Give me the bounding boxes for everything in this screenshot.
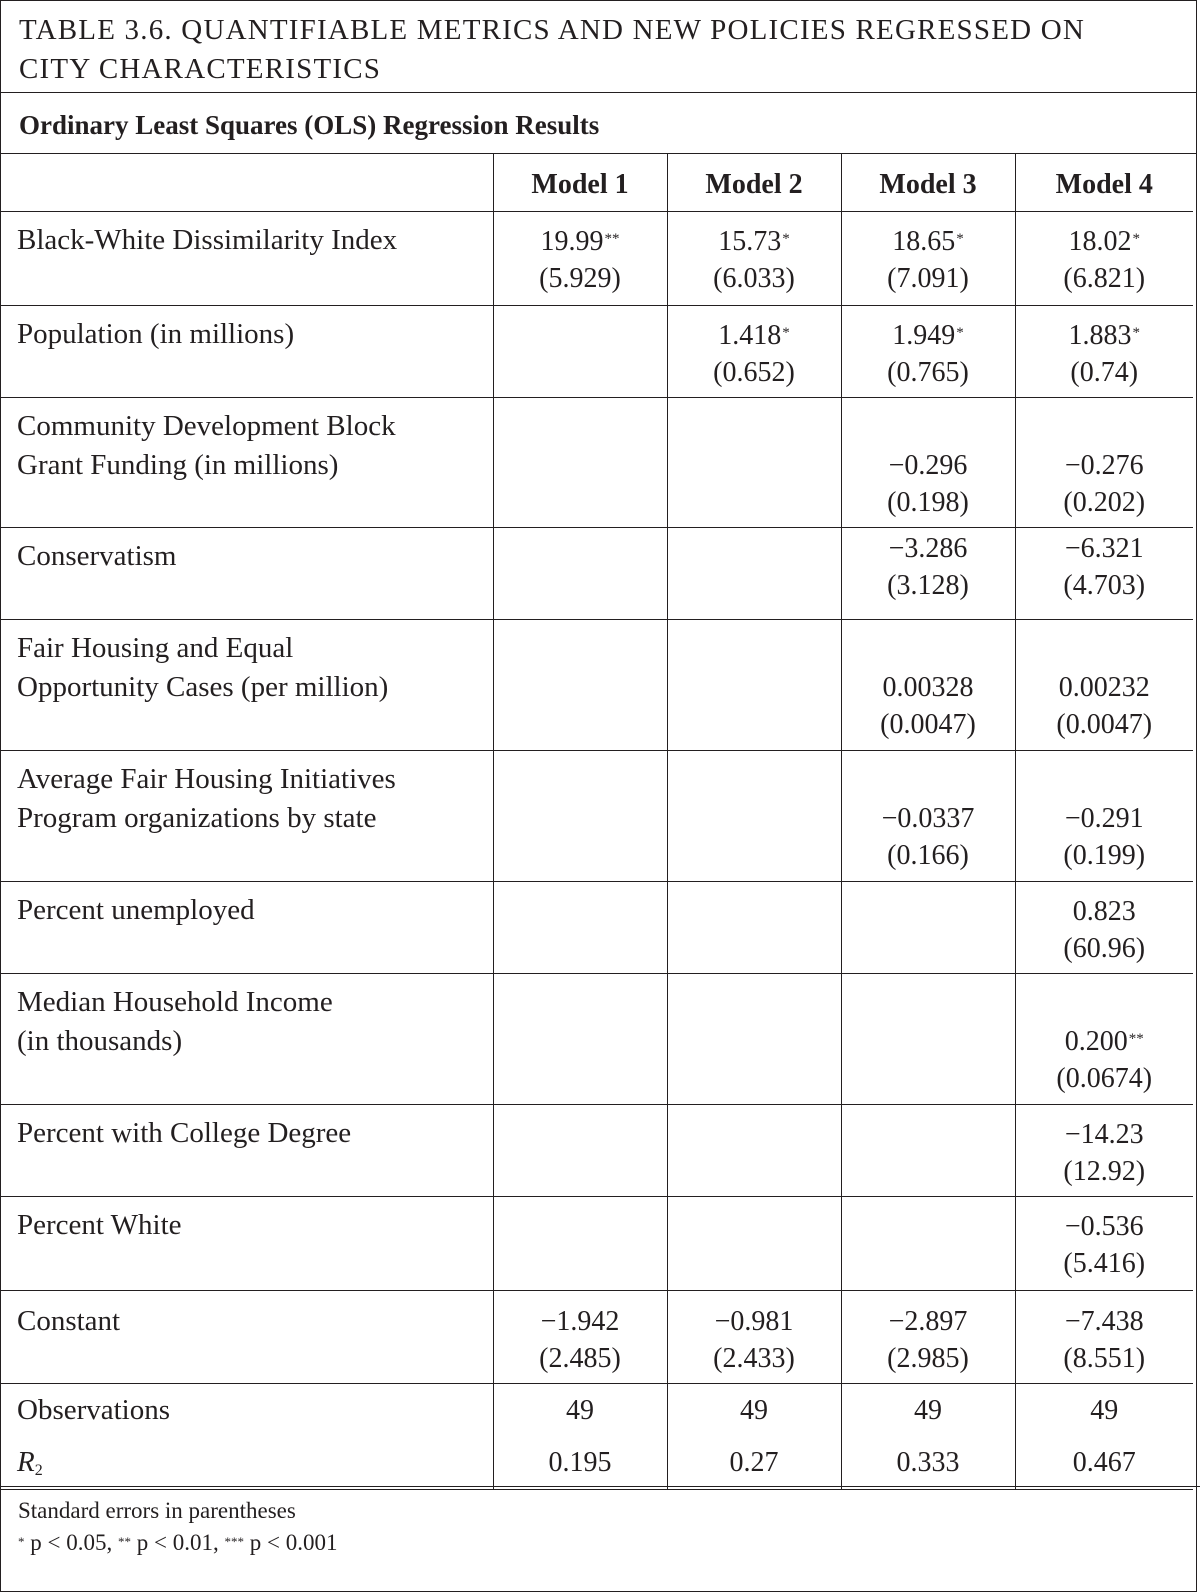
value-cell-model-4 [1015,1197,1193,1291]
r-squared-letter: R [17,1445,35,1478]
standard-error: (0.0674) [1056,1063,1153,1094]
r-squared-value: 0.27 [729,1446,779,1478]
coefficient [715,1303,794,1340]
observations-value: 49 [1090,1394,1119,1426]
coefficient-value: −0.981 [714,1306,794,1337]
summary-cell-model-3 [841,1384,1015,1490]
coefficient-value: 1.883 [1068,320,1132,351]
value-cell-model-1 [493,212,667,306]
coefficient [882,800,975,837]
footnote-threshold: p < 0.001 [243,1530,338,1555]
table-row [0,882,1193,974]
value-cell-model-4 [1015,398,1193,528]
observations-value: 49 [914,1394,942,1426]
r-squared-value: 0.195 [548,1446,612,1478]
coefficient [1065,447,1144,484]
coefficient [1065,1303,1144,1340]
value-cell-model-3 [841,306,1015,398]
coefficient [1069,223,1141,260]
r-squared-exponent: 2 [34,1461,43,1479]
title-section [1,1,1196,93]
r-squared-value: 0.333 [896,1446,960,1478]
coefficient [1069,317,1141,354]
row-label-line: Percent with College Degree [17,1117,352,1149]
value-cell-model-1 [493,751,667,882]
table-row [0,1105,1193,1197]
value-cell-model-4 [1015,620,1193,751]
row-label [0,1197,493,1291]
standard-error: (0.652) [713,357,795,388]
standard-error: (60.96) [1063,933,1146,964]
standard-error: (6.821) [1063,263,1146,294]
coefficient-value: 18.65 [892,226,956,257]
row-label-line: Median Household Income [17,986,333,1018]
value-cell-model-4 [1015,212,1193,306]
significance-stars: * [1132,325,1140,341]
row-label-line: (in thousands) [17,1025,183,1057]
value-cell-model-1 [493,882,667,974]
coefficient [1073,893,1136,930]
value-cell-model-4 [1015,751,1193,882]
coefficient-value: −2.897 [888,1306,968,1337]
coefficient [889,447,968,484]
row-label [0,1291,493,1384]
coefficient-value: 15.73 [718,226,782,257]
row-label-line: Percent White [17,1209,182,1241]
r-squared-label [17,1436,493,1488]
coefficient-value: 1.418 [718,320,782,351]
table-row [0,398,1193,528]
header-model-2: Model 2 [667,154,841,212]
value-cell-model-3 [841,882,1015,974]
row-label-line: Fair Housing and Equal [17,632,294,664]
standard-error: (0.166) [887,840,969,871]
coefficient-value: 0.823 [1072,896,1136,927]
standard-error: (0.765) [887,357,969,388]
standard-error: (3.128) [887,570,969,601]
footnote-threshold: p < 0.05, [24,1530,118,1555]
coefficient [892,223,964,260]
value-cell-model-2 [667,528,841,620]
row-label-line: Grant Funding (in millions) [17,449,339,481]
standard-error: (8.551) [1063,1343,1146,1374]
coefficient [1065,1116,1144,1153]
summary-cell-model-2 [667,1384,841,1490]
footnote-significance [18,1527,1182,1559]
summary-cell-model-4 [1015,1384,1193,1490]
summary-row [0,1384,1193,1490]
value-cell-model-1 [493,1105,667,1197]
coefficient [892,317,964,354]
coefficient-value: −0.296 [888,450,968,481]
table-row [0,751,1193,882]
row-label-line: Population (in millions) [17,318,295,350]
value-cell-model-3 [841,212,1015,306]
value-cell-model-1 [493,1291,667,1384]
standard-error: (2.433) [713,1343,795,1374]
title-line-2: CITY CHARACTERISTICS [19,53,382,85]
observations-label: Observations [17,1393,171,1426]
standard-error: (0.202) [1063,487,1146,518]
standard-error: (2.985) [887,1343,969,1374]
coefficient [883,669,974,706]
coefficient [889,530,968,567]
regression-table [0,153,1193,1490]
table-body [0,212,1193,1490]
row-label-line: Opportunity Cases (per million) [17,671,389,703]
title-line-1: TABLE 3.6. QUANTIFIABLE METRICS AND NEW POLICIES REGRESSED ON [19,14,1086,46]
value-cell-model-2 [667,751,841,882]
significance-stars: * [956,231,964,247]
value-cell-model-2 [667,398,841,528]
coefficient-value: 0.00232 [1058,672,1150,703]
value-cell-model-2 [667,212,841,306]
coefficient-value: 0.00328 [882,672,974,703]
value-cell-model-1 [493,398,667,528]
coefficient [541,1303,620,1340]
value-cell-model-2 [667,974,841,1105]
row-label [0,751,493,882]
row-label-line: Program organizations by state [17,802,377,834]
coefficient-value: −7.438 [1064,1306,1144,1337]
coefficient [1065,800,1144,837]
coefficient [718,317,790,354]
coefficient-value: −0.536 [1064,1211,1144,1242]
standard-error: (0.74) [1070,357,1139,388]
row-label [0,882,493,974]
subtitle-section [1,93,1196,154]
value-cell-model-3 [841,620,1015,751]
row-label-line: Community Development Block [17,410,396,442]
value-cell-model-4 [1015,528,1193,620]
standard-error: (2.485) [539,1343,621,1374]
header-row [0,154,1193,212]
significance-stars: ** [1128,1031,1144,1047]
header-model-1: Model 1 [493,154,667,212]
standard-error: (0.0047) [880,709,976,740]
table-row [0,1197,1193,1291]
value-cell-model-1 [493,1197,667,1291]
coefficient-value: −3.286 [888,533,968,564]
coefficient-value: −0.276 [1064,450,1144,481]
footnote-section [0,1486,1200,1592]
coefficient [1065,1023,1144,1060]
value-cell-model-3 [841,1197,1015,1291]
standard-error: (0.199) [1063,840,1146,871]
standard-error: (7.091) [887,263,969,294]
row-label-line: Constant [17,1305,121,1337]
coefficient [541,223,620,260]
header-model-4: Model 4 [1015,154,1193,212]
row-label [0,620,493,751]
summary-cell-model-1 [493,1384,667,1490]
standard-error: (12.92) [1063,1156,1146,1187]
value-cell-model-4 [1015,1291,1193,1384]
value-cell-model-1 [493,306,667,398]
coefficient [1065,530,1144,567]
value-cell-model-4 [1015,974,1193,1105]
table-row [0,306,1193,398]
table-row [0,528,1193,620]
header-model-3: Model 3 [841,154,1015,212]
value-cell-model-2 [667,306,841,398]
footnote-stars: ** [117,1534,131,1549]
coefficient-value: −0.0337 [881,803,975,834]
value-cell-model-1 [493,974,667,1105]
coefficient-value: −6.321 [1064,533,1144,564]
r-squared-value: 0.467 [1072,1446,1136,1478]
coefficient [718,223,790,260]
coefficient [1059,669,1150,706]
significance-stars: * [782,231,790,247]
row-label-line: Conservatism [17,540,177,572]
value-cell-model-3 [841,398,1015,528]
value-cell-model-1 [493,620,667,751]
table-row [0,212,1193,306]
coefficient [889,1303,968,1340]
coefficient-value: −0.291 [1064,803,1144,834]
value-cell-model-3 [841,1291,1015,1384]
table-title [19,11,1178,89]
header-blank-cell [0,154,493,212]
value-cell-model-4 [1015,306,1193,398]
value-cell-model-3 [841,528,1015,620]
row-label-line: Percent unemployed [17,894,255,926]
row-label [0,1105,493,1197]
row-label-line: Average Fair Housing Initiatives [17,763,396,795]
row-label [0,306,493,398]
row-label [0,398,493,528]
coefficient-value: −14.23 [1064,1119,1144,1150]
value-cell-model-1 [493,528,667,620]
value-cell-model-3 [841,974,1015,1105]
standard-error: (5.929) [539,263,621,294]
significance-stars: ** [604,231,620,247]
significance-stars: * [782,325,790,341]
value-cell-model-2 [667,620,841,751]
footnote-stars: * [18,1534,25,1549]
coefficient-value: 0.200 [1064,1026,1128,1057]
row-label [0,974,493,1105]
footnote-standard-errors: Standard errors in parentheses [18,1498,296,1523]
significance-stars: * [956,325,964,341]
significance-stars: * [1132,231,1140,247]
value-cell-model-2 [667,1197,841,1291]
standard-error: (5.416) [1063,1248,1146,1279]
row-label [0,212,493,306]
value-cell-model-3 [841,751,1015,882]
summary-labels [0,1384,493,1490]
row-label [0,528,493,620]
row-label-line: Black-White Dissimilarity Index [17,224,398,256]
table-row [0,1291,1193,1384]
footnote-stars: *** [224,1534,244,1549]
standard-error: (4.703) [1063,570,1146,601]
value-cell-model-2 [667,1291,841,1384]
coefficient-value: 19.99 [540,226,604,257]
value-cell-model-4 [1015,882,1193,974]
observations-value: 49 [740,1394,768,1426]
table-row [0,974,1193,1105]
value-cell-model-2 [667,882,841,974]
observations-value: 49 [566,1394,594,1426]
value-cell-model-3 [841,1105,1015,1197]
footnote-threshold: p < 0.01, [130,1530,225,1555]
table-subtitle: Ordinary Least Squares (OLS) Regression Results [19,110,600,140]
value-cell-model-4 [1015,1105,1193,1197]
value-cell-model-2 [667,1105,841,1197]
coefficient-value: 1.949 [892,320,956,351]
standard-error: (0.198) [887,487,969,518]
standard-error: (0.0047) [1056,709,1153,740]
coefficient-value: −1.942 [540,1306,620,1337]
table-row [0,620,1193,751]
coefficient [1065,1208,1144,1245]
coefficient-value: 18.02 [1068,226,1132,257]
standard-error: (6.033) [713,263,795,294]
